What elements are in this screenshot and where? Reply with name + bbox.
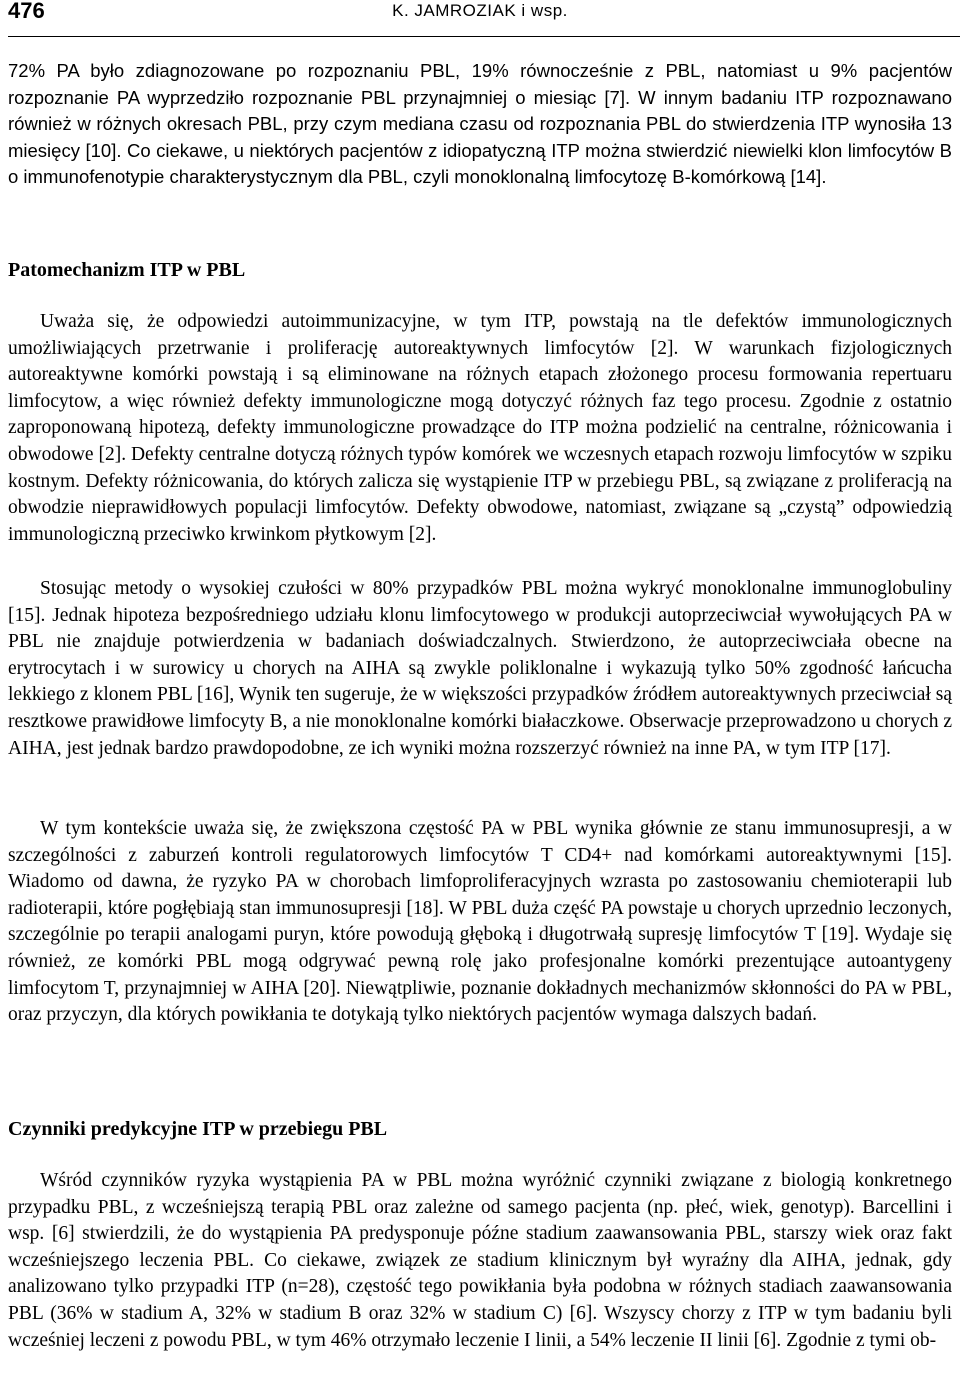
header-rule	[8, 36, 960, 37]
page-header	[0, 0, 960, 40]
page-number: 476	[8, 0, 45, 23]
intro-paragraph: 72% PA było zdiagnozowane po rozpoznaniu PBL, 19% równocześnie z PBL, natomiast u 9% pacjentów rozpoznanie PA wyprzedziło rozpoznanie PBL przynajmniej o miesiąc [7]. W innym badaniu ITP rozpoznawano również w różnych okresach PBL, przy czym mediana czasu od rozpoznania PBL do stwierdzenia ITP wynosiła 13 miesięcy [10]. Co ciekawe, u niektórych pacjentów z idiopatyczną ITP można stwierdzić niewielki klon limfocytów B o immunofenotypie charakterystycznym dla PBL, czyli monoklonalną limfocytozę B-komórkową [14].	[8, 60, 952, 187]
body-paragraph: Wśród czynników ryzyka wystąpienia PA w PBL można wyróżnić czynniki związane z biologią konkretnego przypadku PBL, z wcześniejszą terapią PBL oraz zależne od samego pacjenta (np. płeć, wiek, genotyp). Barcellini i wsp. [6] stwierdzili, że do wystąpienia PA predysponuje późne stadium zaawansowania PBL, starszy wiek oraz fakt wcześniejszego leczenia PBL. Co ciekawe, związek ze stadium klinicznym był wyraźny dla AIHA, jednak, gdy analizowano tylko przypadki ITP (n=28), częstość tego powikłania była podobna w różnych stadiach zaawansowania PBL (36% w stadium A, 32% w stadium B oraz 32% w stadium C) [6]. Wszyscy chorzy z ITP w tym badaniu byli wcześniej leczeni z powodu PBL, w tym 46% otrzymało leczenie I linii, a 54% leczenie II linii [6]. Zgodnie z tymi ob-	[8, 1170, 952, 1351]
section-heading-czynniki: Czynniki predykcyjne ITP w przebiegu PBL	[8, 1118, 388, 1140]
section-heading-patomechanizm: Patomechanizm ITP w PBL	[8, 259, 246, 281]
body-paragraph: W tym kontekście uważa się, że zwiększona częstość PA w PBL wynika głównie ze stanu immunosupresji, a w szczególności z zaburzeń kontroli regulatorowych limfocytów T CD4+ nad komórkami autoreaktywnymi [15]. Wiadomo od dawna, że ryzyko PA w chorobach limfoproliferacyjnych wzrasta po zastosowaniu chemioterapii lub radioterapii, które pogłębiają stan immunosupresji [18]. W PBL duża część PA powstaje u chorych uprzednio leczonych, szczególnie po terapii analogami puryn, które powodują głęboką i długotrwałą supresję limfocytów T [19]. Wydaje się również, ze komórki PBL mogą odgrywać pewną rolę jako profesjonalne komórki prezentujące autoantygeny limfocytom T, przynajmniej w AIHA [20]. Niewątpliwie, poznanie dokładnych mechanizmów skłonności do PA w PBL, oraz przyczyn, dla których powikłania te dotykają tylko niektórych pacjentów wymaga dalszych badań.	[8, 818, 952, 1026]
body-paragraph: Uważa się, że odpowiedzi autoimmunizacyjne, w tym ITP, powstają na tle defektów immunologicznych umożliwiających przetrwanie i proliferację autoreaktywnych limfocytów [2]. W warunkach fizjologicznych autoreaktywne komórki powstają i są eliminowane na różnych etapach złożonego procesu formowania repertuaru limfocytow, a więc również defekty immunologiczne mogą dotyczyć różnych faz tego procesu. Zgodnie z ostatnio zaproponowaną hipotezą, defekty immunologiczne prowadzące do ITP można podzielić na centralne, różnicowania i obwodowe [2]. Defekty centralne dotyczą różnych typów komórek we wczesnych etapach rozwoju limfocytów w szpiku kostnym. Defekty różnicowania, do których zalicza się wystąpienie ITP w przebiegu PBL, są związane z proliferacją na obwodzie nieprawidłowych populacji limfocytów. Defekty obwodowe, natomiast, związane są „czystą” odpowiedzią immunologiczną przeciwko krwinkom płytkowym [2].	[8, 311, 952, 545]
running-head: K. JAMROZIAK i wsp.	[392, 1, 568, 20]
body-paragraph: Stosując metody o wysokiej czułości w 80% przypadków PBL można wykryć monoklonalne immunoglobuliny [15]. Jednak hipoteza bezpośredniego udziału klonu limfocytowego w produkcji autoprzeciwciał wywołujących PA w PBL nie znajduje potwierdzenia w badaniach doświadczalnych. Stwierdzono, że autoprzeciwciała obecne na erytrocytach i w surowicy u chorych na AIHA są zwykle poliklonalne i wykazują tylko 50% zgodność łańcucha lekkiego z klonem PBL [16], Wynik ten sugeruje, że w większości przypadków źródłem autoreaktywnych przeciwciał są resztkowe prawidłowe limfocyty B, a nie monoklonalne komórki białaczkowe. Obserwacje przeprowadzono u chorych z AIHA, jest jednak bardzo prawdopodobne, ze ich wyniki można rozszerzyć również na inne PA, w tym ITP [17].	[8, 578, 952, 759]
